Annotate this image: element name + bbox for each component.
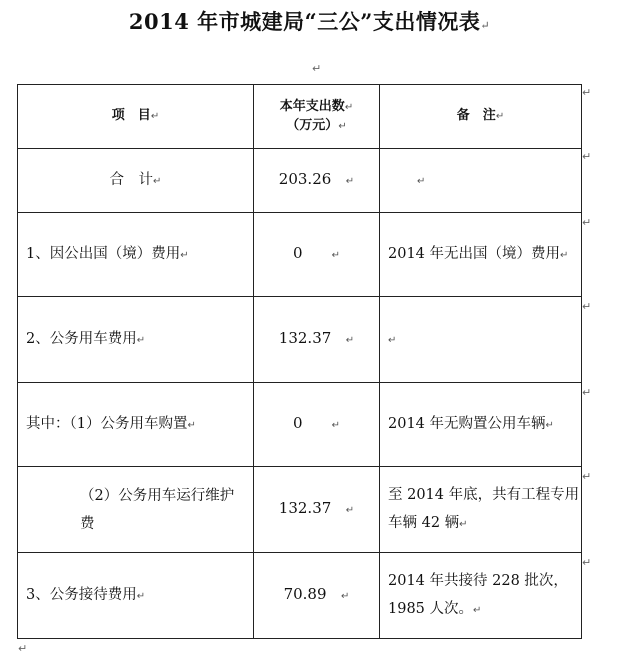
row-end-mark: ↵ [582, 470, 592, 483]
row-note: ↵ [380, 149, 582, 213]
row-amount: 203.26 ↵ [254, 149, 380, 213]
row-note: 2014 年共接待 228 批次，1985 人次。↵ [380, 553, 582, 639]
row-end-mark: ↵ [582, 386, 592, 399]
row-end-mark: ↵ [582, 300, 592, 313]
row-item: 1、因公出国（境）费用↵ [18, 213, 254, 297]
row-note: ↵ [380, 297, 582, 383]
row-amount: 70.89 ↵ [254, 553, 380, 639]
row-note: 至 2014 年底，共有工程专用车辆 42 辆↵ [380, 467, 582, 553]
table-row [18, 383, 582, 467]
page-title [0, 6, 619, 36]
row-item: 其中：（1）公务用车购置↵ [18, 383, 254, 467]
header-amount: 本年支出数↵ （万元）↵ [254, 85, 380, 149]
row-amount: 0 ↵ [254, 213, 380, 297]
row-note: 2014 年无出国（境）费用↵ [380, 213, 582, 297]
row-item: 3、公务接待费用↵ [18, 553, 254, 639]
table-row [18, 149, 582, 213]
table-row [18, 553, 582, 639]
header-note: 备 注↵ [380, 85, 582, 149]
row-end-mark: ↵ [582, 150, 592, 163]
paragraph-mark: ↵ [480, 19, 491, 32]
row-item: 合 计↵ [18, 149, 254, 213]
row-amount: 132.37 ↵ [254, 297, 380, 383]
paragraph-mark: ↵ [312, 62, 322, 75]
title-text: 2014 年市城建局“三公”支出情况表 [128, 9, 481, 34]
row-item: 2、公务用车费用↵ [18, 297, 254, 383]
row-amount: 0 ↵ [254, 383, 380, 467]
expense-table [17, 84, 582, 639]
row-amount: 132.37 ↵ [254, 467, 380, 553]
table-row [18, 297, 582, 383]
table-row [18, 467, 582, 553]
row-end-mark: ↵ [582, 556, 592, 569]
row-end-mark: ↵ [582, 86, 592, 99]
row-item: （2）公务用车运行维护费 [18, 467, 254, 553]
row-note: 2014 年无购置公用车辆↵ [380, 383, 582, 467]
table-header-row [18, 85, 582, 149]
row-end-mark: ↵ [582, 216, 592, 229]
header-item: 项 目↵ [18, 85, 254, 149]
table-row [18, 213, 582, 297]
paragraph-mark: ↵ [18, 642, 28, 655]
